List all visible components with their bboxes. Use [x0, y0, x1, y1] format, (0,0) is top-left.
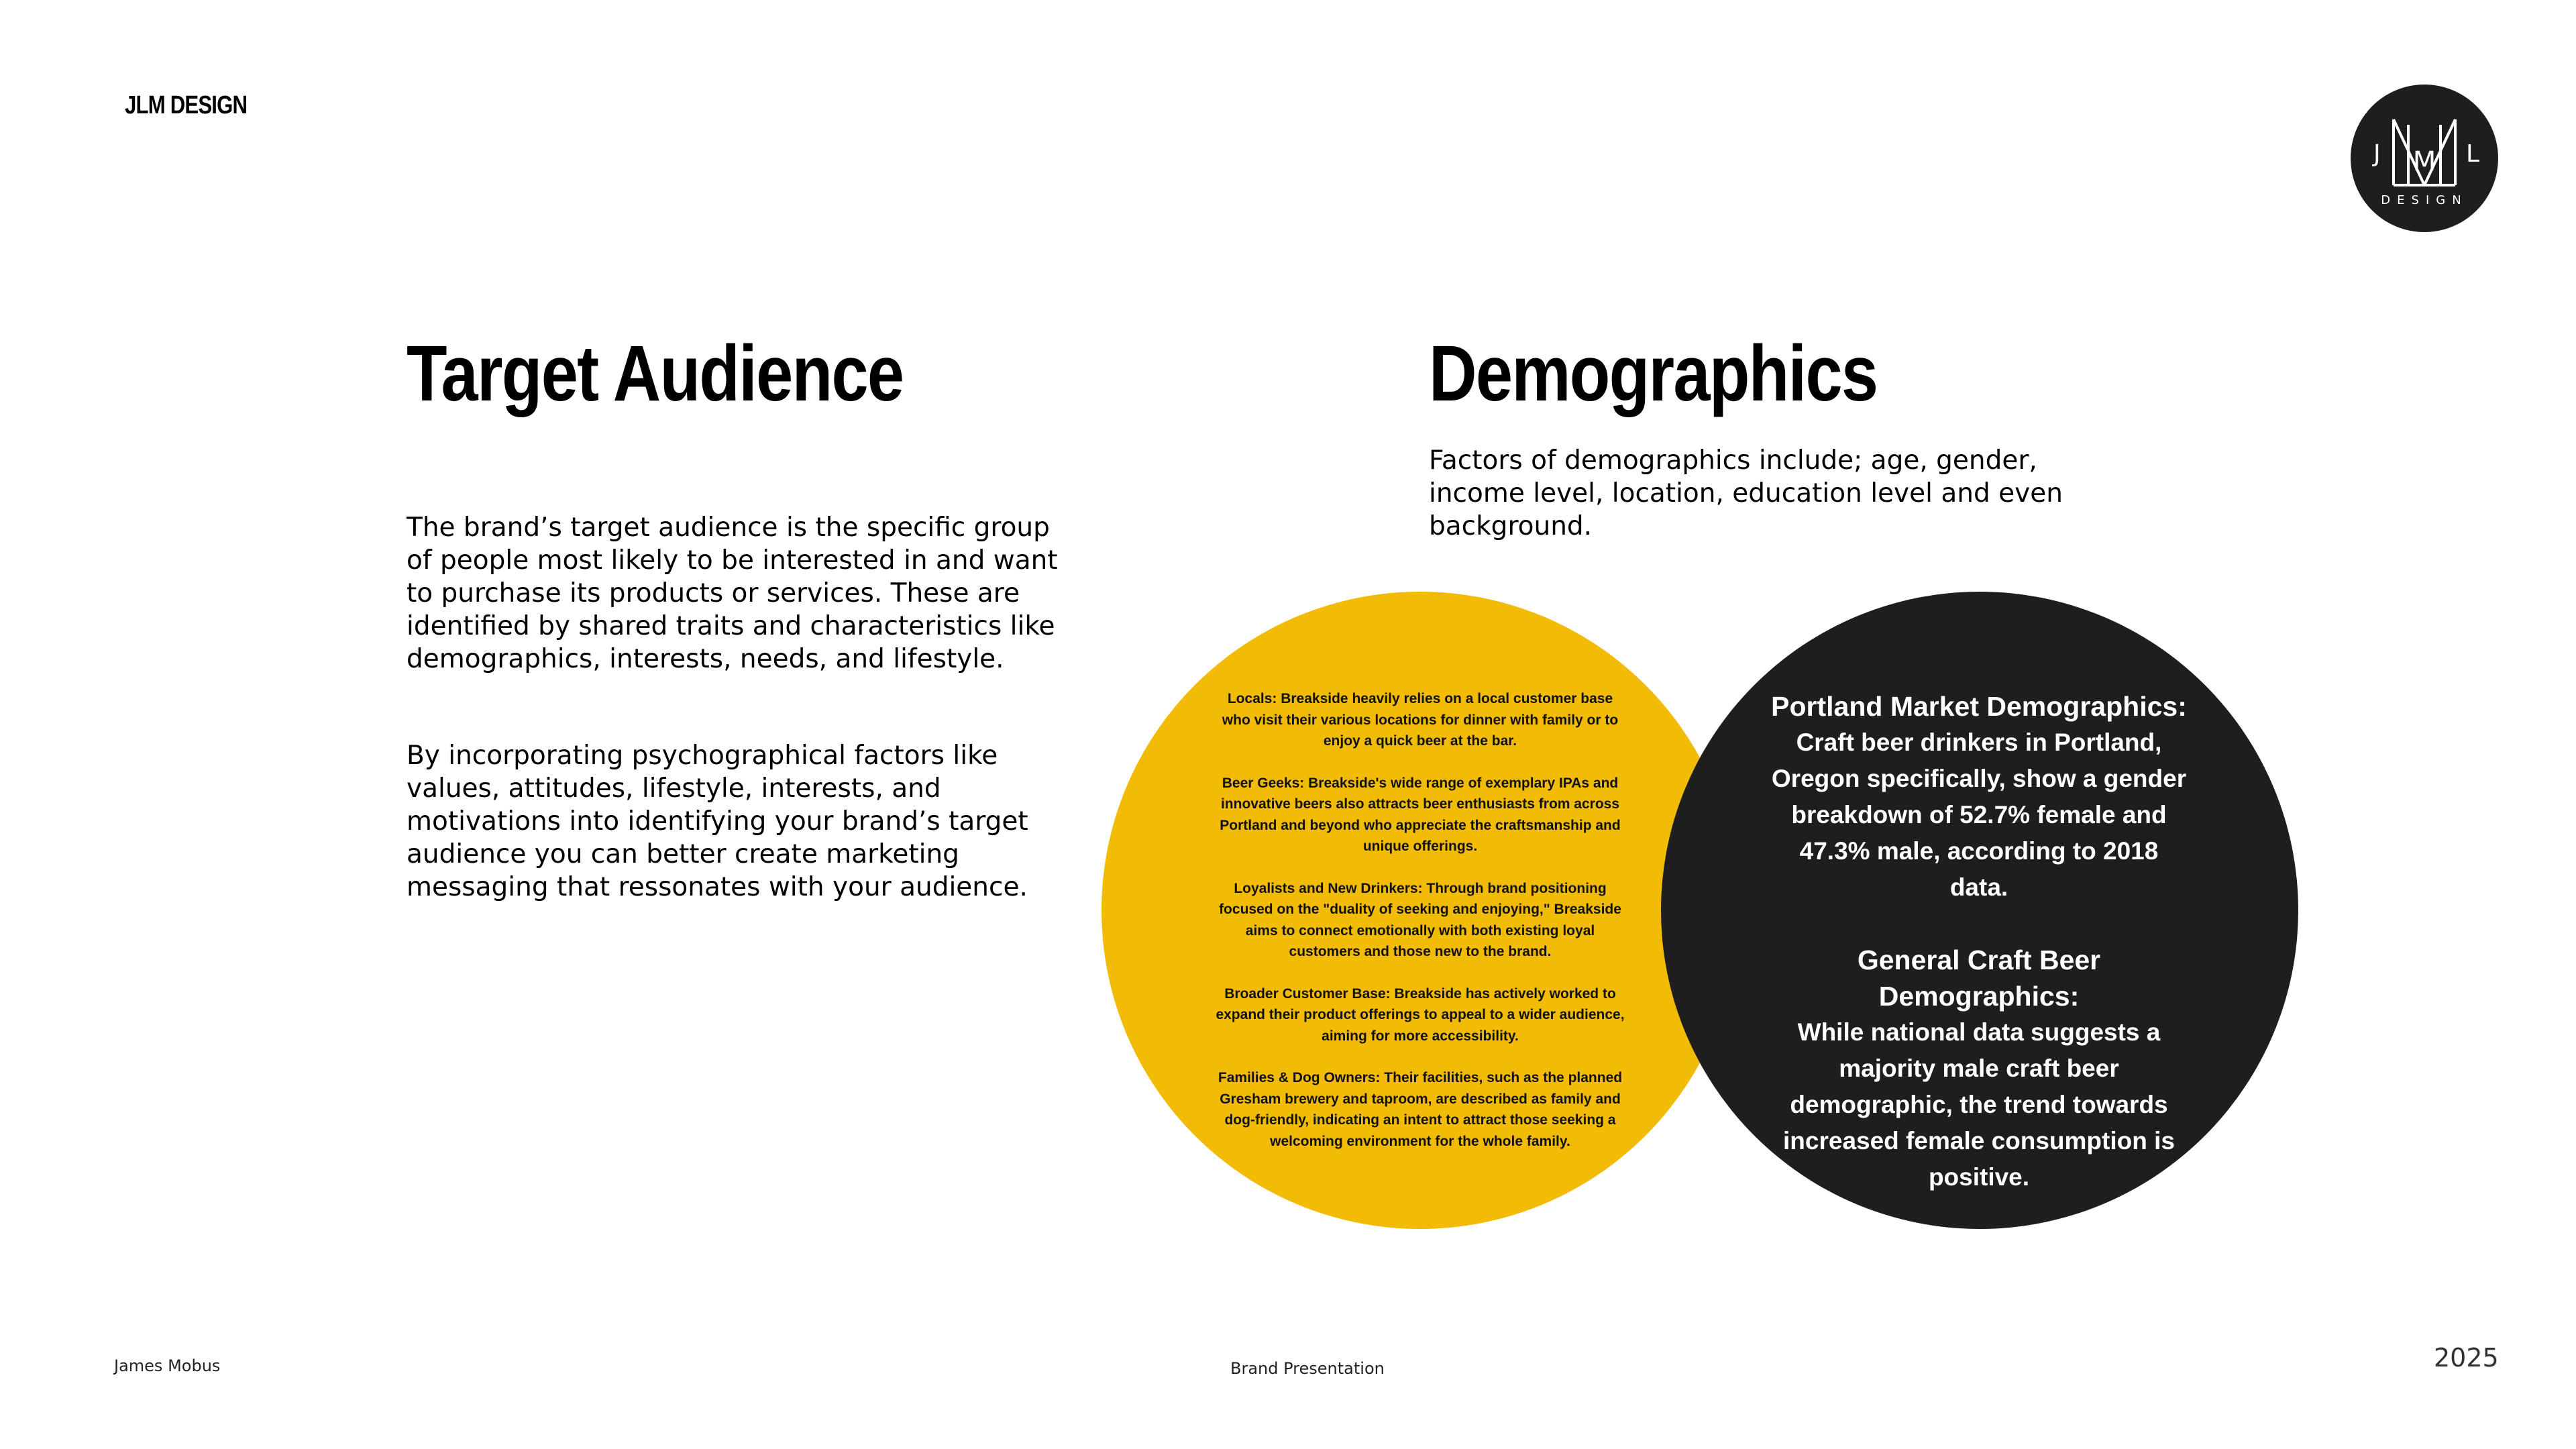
footer-author: James Mobus	[114, 1356, 221, 1375]
logo-letter-m: M	[2412, 146, 2436, 177]
jlm-design-logo	[2351, 85, 2498, 232]
general-demographics-title: General Craft Beer Demographics:	[1857, 945, 2101, 1012]
footer-year: 2025	[2434, 1343, 2499, 1373]
segment-beer-geeks: Beer Geeks: Breakside's wide range of exemplary IPAs and innovative beers also attracts beer enthusiasts from across Portland and beyond who appreciate the craftsmanship and unique offerings.	[1220, 775, 1621, 854]
demographics-title: Demographics	[1429, 329, 1878, 418]
market-demographics-text	[1771, 688, 2187, 1232]
target-audience-paragraph-1: The brand’s target audience is the specific group of people most likely to be interested in and want to purchase its products or services. These are identified by shared traits and characteristics like demographics, interests, needs, and lifestyle.	[407, 513, 1058, 674]
logo-subtext: DESIGN	[2381, 193, 2468, 207]
segment-locals: Locals: Breakside heavily relies on a local customer base who visit their various locations for dinner with family or to enjoy a quick beer at the bar.	[1222, 691, 1619, 749]
audience-segments-list	[1214, 688, 1626, 1173]
brand-name: JLM DESIGN	[125, 91, 248, 119]
portland-demographics-title: Portland Market Demographics:	[1771, 691, 2187, 722]
portland-demographics-text: Craft beer drinkers in Portland, Oregon specifically, show a gender breakdown of 52.7% female and 47.3% male, according to 2018 data.	[1771, 729, 2187, 901]
target-audience-paragraph-2: By incorporating psychographical factors like values, attitudes, lifestyle, interests, and motivations into identifying your brand’s target audience you can better create marketing messaging that ressonates with your audience.	[407, 741, 1028, 902]
logo-letter-j: J	[2373, 140, 2381, 168]
segment-families: Families & Dog Owners: Their facilities, such as the planned Gresham brewery and taproom, are described as family and dog-friendly, indicating an intent to attract those seeking a welcoming environment for the whole family.	[1218, 1070, 1623, 1149]
segment-broader-base: Broader Customer Base: Breakside has actively worked to expand their product offerings to appeal to a wider audience, aiming for more accessibility.	[1216, 985, 1625, 1044]
footer-title: Brand Presentation	[1230, 1359, 1385, 1378]
target-audience-title: Target Audience	[407, 329, 904, 418]
logo-letter-l: L	[2466, 140, 2480, 168]
demographics-intro: Factors of demographics include; age, gender, income level, location, education level and even background.	[1429, 445, 2063, 541]
general-demographics-text: While national data suggests a majority male craft beer demographic, the trend towards increased female consumption is positive.	[1783, 1018, 2175, 1191]
segment-loyalists: Loyalists and New Drinkers: Through brand positioning focused on the "duality of seeking and enjoying," Breakside aims to connect emotionally with both existing loyal customers and those new to the brand.	[1219, 880, 1621, 959]
